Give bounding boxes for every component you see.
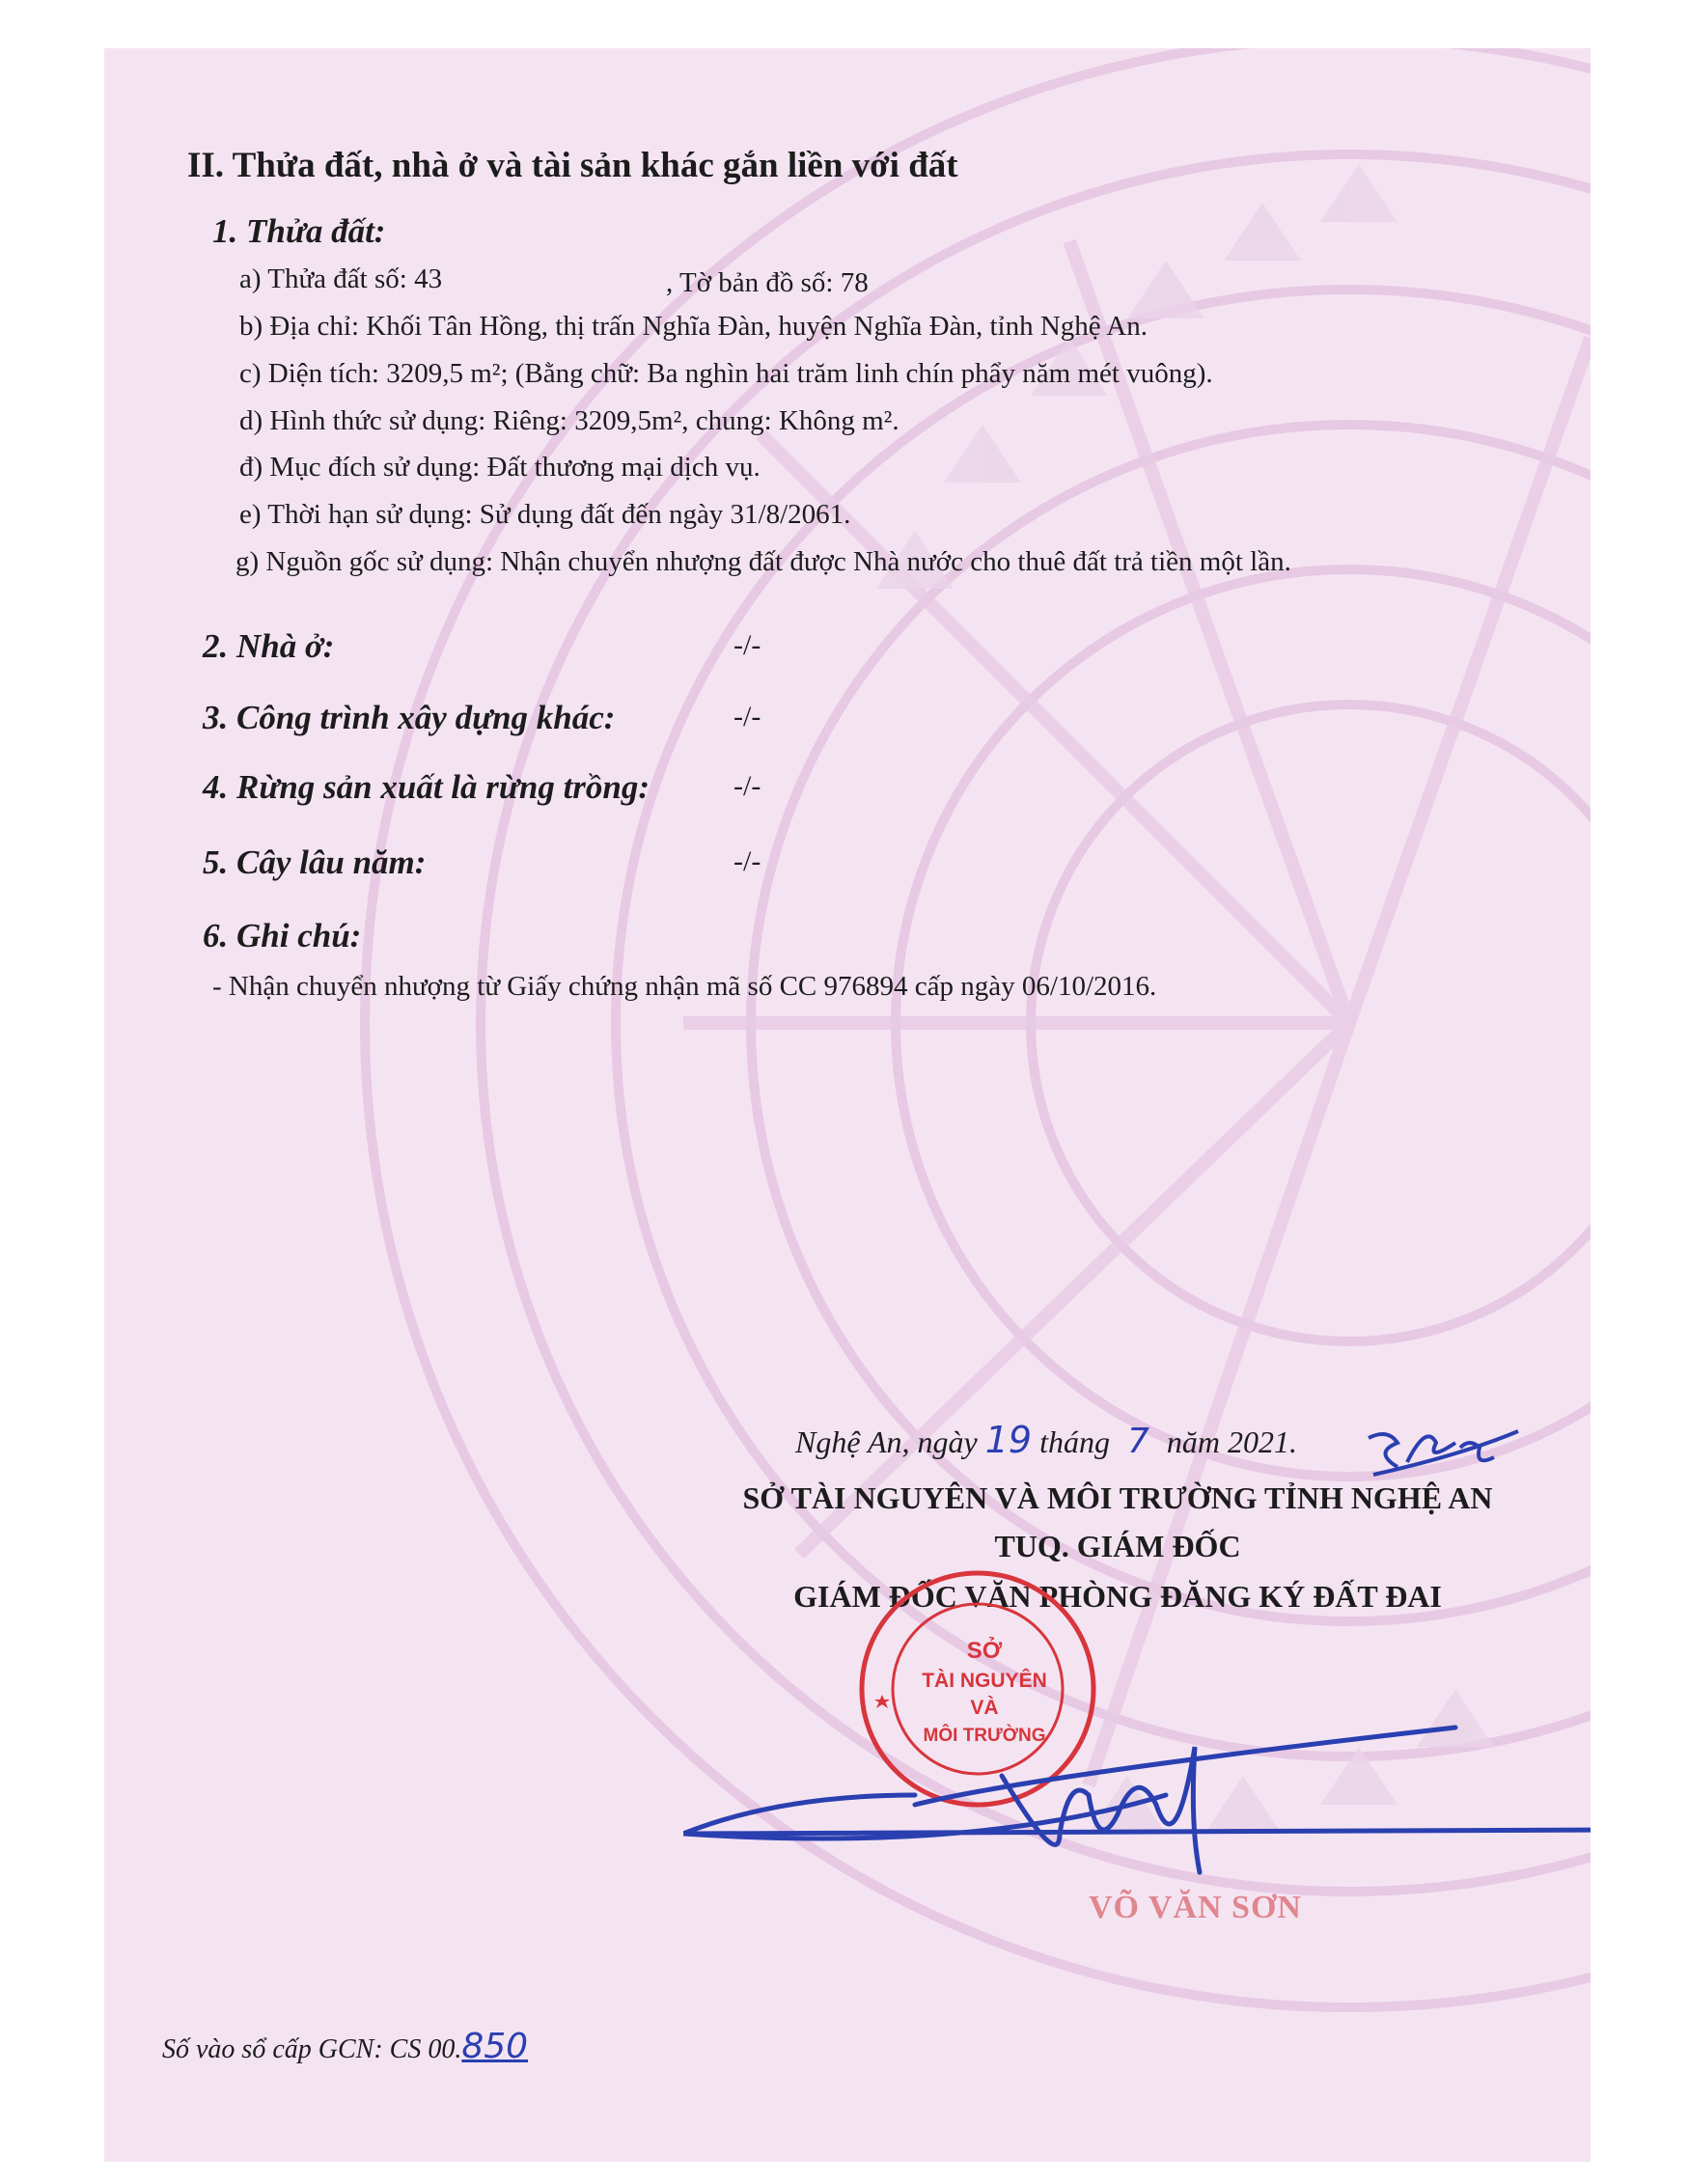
- signer-title: GIÁM ĐỐC VĂN PHÒNG ĐĂNG KÝ ĐẤT ĐAI: [793, 1579, 1442, 1614]
- notes-line: - Nhận chuyển nhượng từ Giấy chứng nhận mã số CC 976894 cấp ngày 06/10/2016.: [212, 971, 1157, 1002]
- usage-form: d) Hình thức sử dụng: Riêng: 3209,5m², chung: Không m².: [239, 405, 899, 436]
- item-value-perennial: -/-: [733, 845, 761, 877]
- date-prefix: Nghệ An, ngày: [795, 1424, 978, 1459]
- item-label-other-works: 3. Công trình xây dựng khác:: [203, 699, 616, 736]
- usage-origin: g) Nguồn gốc sử dụng: Nhận chuyển nhượng đất được Nhà nước cho thuê đất trả tiền một lần.: [235, 546, 1291, 577]
- item-value-other-works: -/-: [733, 701, 761, 733]
- seal-line-3: VÀ: [970, 1697, 999, 1719]
- seal-line-1: SỞ: [966, 1638, 1003, 1664]
- item-label-forest: 4. Rừng sản xuất là rừng trồng:: [203, 768, 650, 806]
- item-label-perennial: 5. Cây lâu năm:: [203, 843, 427, 881]
- certificate-page: [104, 48, 1591, 2162]
- section-title: II. Thửa đất, nhà ở và tài sản khác gắn liền với đất: [187, 146, 958, 185]
- notes-heading: 6. Ghi chú:: [203, 917, 362, 954]
- parcel-heading: 1. Thửa đất:: [212, 212, 386, 250]
- item-value-house: -/-: [733, 629, 761, 661]
- handwritten-signature: [683, 1689, 1591, 1882]
- register-handwritten-number: 850: [461, 2027, 529, 2066]
- usage-term: e) Thời hạn sử dụng: Sử dụng đất đến ngày 31/8/2061.: [239, 499, 851, 530]
- date-month-word: tháng: [1039, 1424, 1110, 1459]
- date-day: 19: [984, 1419, 1033, 1461]
- seal-line-4: MÔI TRƯỜNG: [923, 1726, 1046, 1746]
- issuing-agency: SỞ TÀI NGUYÊN VÀ MÔI TRƯỜNG TỈNH NGHỆ AN: [742, 1480, 1493, 1515]
- seal-line-2: TÀI NGUYÊN: [922, 1670, 1047, 1692]
- item-label-house: 2. Nhà ở:: [203, 627, 335, 665]
- register-label: Số vào sổ cấp GCN: CS 00.: [162, 2034, 462, 2064]
- parcel-address: b) Địa chỉ: Khối Tân Hồng, thị trấn Nghĩa Đàn, huyện Nghĩa Đàn, tỉnh Nghệ An.: [239, 311, 1148, 342]
- usage-purpose: đ) Mục đích sử dụng: Đất thương mại dịch vụ.: [239, 452, 761, 483]
- signer-name: VÕ VĂN SƠN: [1089, 1890, 1302, 1925]
- parcel-area: c) Diện tích: 3209,5 m²; (Bằng chữ: Ba nghìn hai trăm linh chín phẩy năm mét vuông).: [239, 358, 1213, 389]
- signer-authority: TUQ. GIÁM ĐỐC: [994, 1529, 1241, 1563]
- signing-date: [795, 1419, 1297, 1461]
- parcel-number: a) Thửa đất số: 43: [239, 263, 443, 294]
- map-sheet-number: , Tờ bản đồ số: 78: [666, 267, 869, 298]
- item-value-forest: -/-: [733, 770, 761, 802]
- handwritten-mark: [1364, 1419, 1528, 1486]
- date-month: 7: [1126, 1422, 1149, 1461]
- date-year: năm 2021.: [1166, 1424, 1297, 1459]
- register-number: [162, 2027, 528, 2066]
